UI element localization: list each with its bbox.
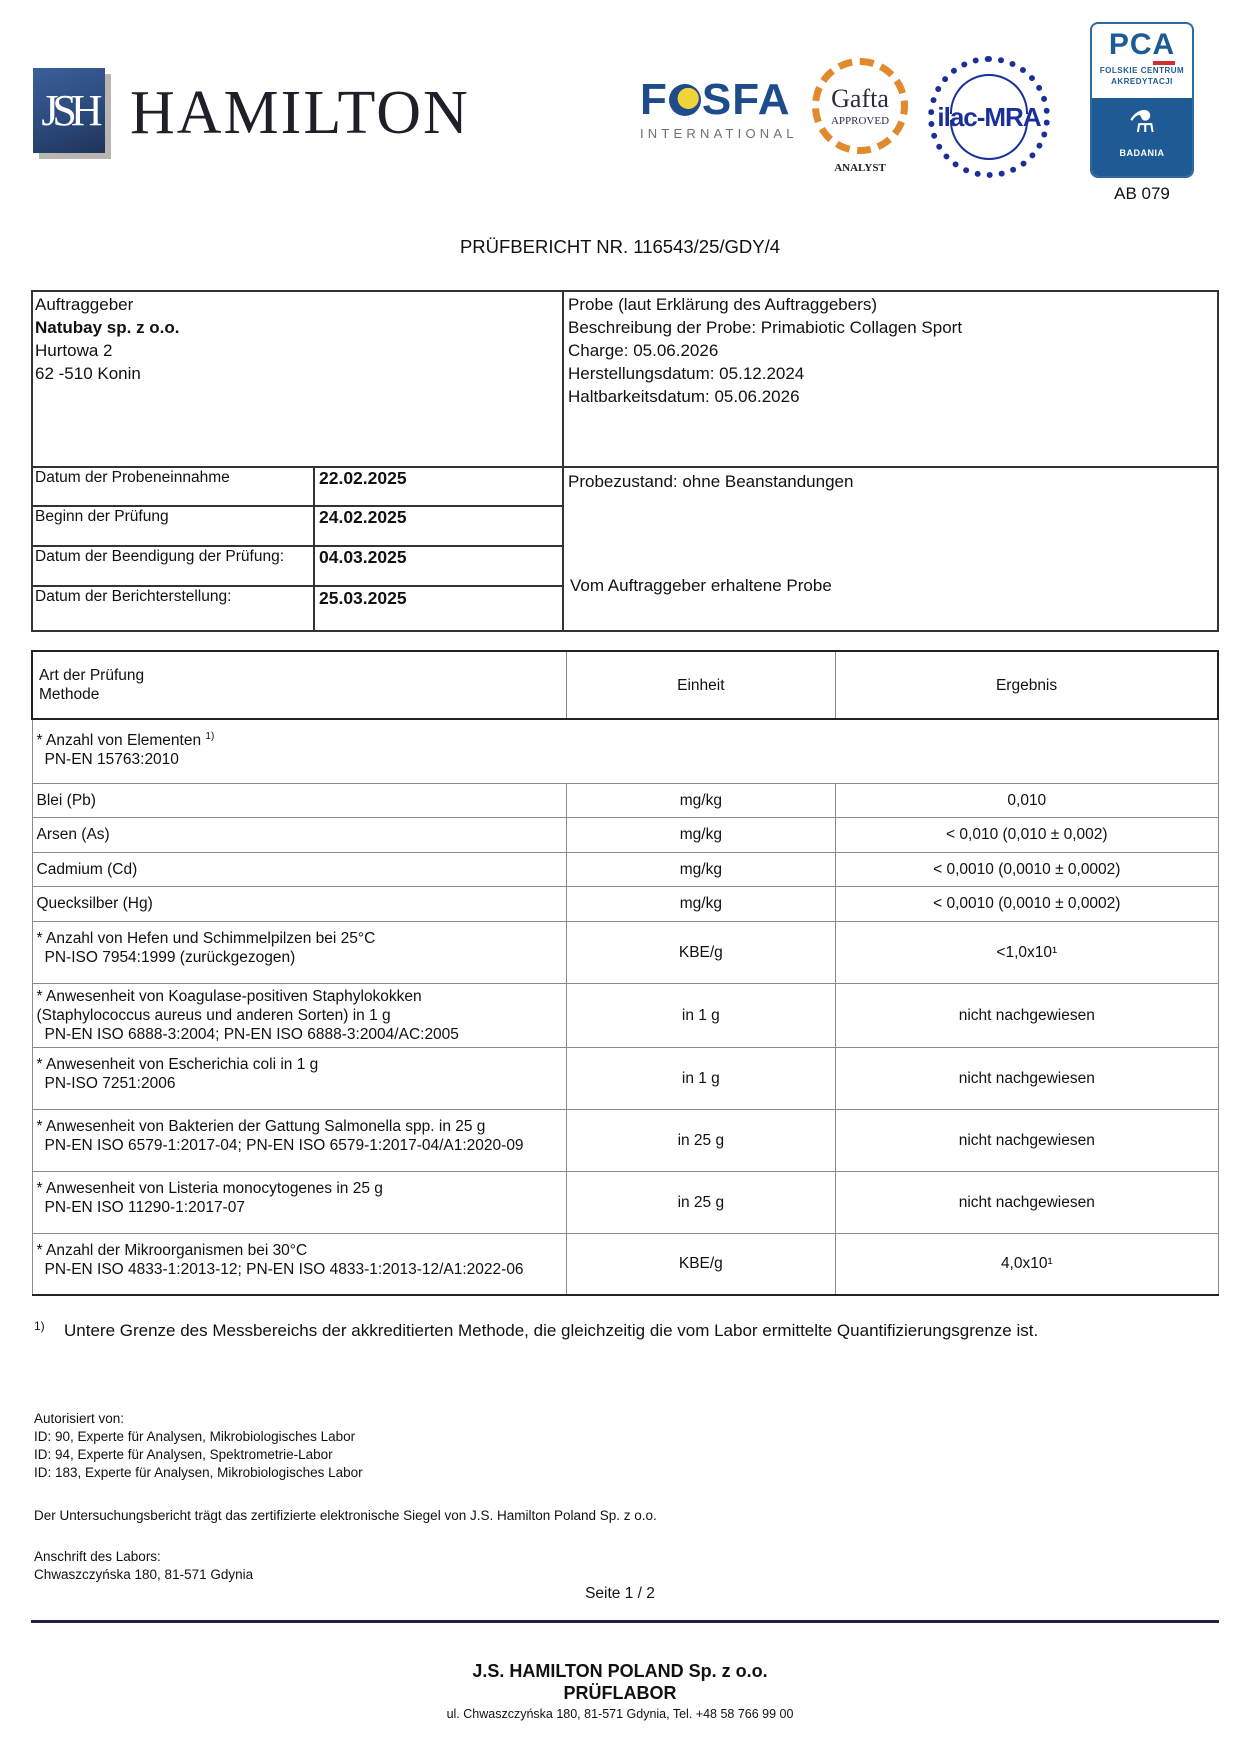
table-row (32, 1047, 1218, 1109)
date-label-test-end: Datum der Beendigung der Prüfung: (35, 548, 285, 565)
result-cell: <1,0x10¹ (836, 921, 1218, 983)
jsh-monogram-icon: JSH (33, 68, 105, 153)
date-label-test-start: Beginn der Prüfung (35, 508, 169, 525)
client-block (35, 293, 180, 385)
flask-icon: ⚗ (1128, 106, 1156, 139)
parameter-name: Blei (Pb) (32, 783, 566, 817)
authorization-block (34, 1410, 363, 1482)
unit-cell: mg/kg (566, 852, 836, 886)
hamilton-wordmark: HAMILTON (130, 78, 470, 147)
result-cell: nicht nachgewiesen (836, 1171, 1218, 1233)
date-value-test-start: 24.02.2025 (319, 507, 407, 527)
table-row (32, 852, 1218, 886)
ilac-mra-logo: ilac-MRA (928, 56, 1050, 178)
unit-cell: mg/kg (566, 886, 836, 921)
unit-cell: in 1 g (566, 983, 836, 1047)
parameter-name: Arsen (As) (32, 817, 566, 852)
unit-cell: KBE/g (566, 921, 836, 983)
globe-icon (669, 84, 701, 116)
result-cell: nicht nachgewiesen (836, 1109, 1218, 1171)
gafta-logo: Gafta APPROVED ANALYST (810, 58, 910, 174)
parameter-name: Quecksilber (Hg) (32, 886, 566, 921)
method: PN-EN 15763:2010 (44, 751, 179, 768)
client-street: Hurtowa 2 (35, 341, 113, 360)
date-value-sampling: 22.02.2025 (319, 468, 407, 488)
parameter-name: Cadmium (Cd) (32, 852, 566, 886)
table-row (32, 886, 1218, 921)
method: PN-EN ISO 4833-1:2013-12; PN-EN ISO 4833-1:2013-12/A1:2022-06 (44, 1260, 524, 1278)
sample-description: Beschreibung der Probe: Primabiotic Collagen Sport (568, 318, 963, 337)
footnote (34, 1321, 1038, 1341)
sample-production-date: Herstellungsdatum: 05.12.2024 (568, 364, 805, 383)
footnote-text: Untere Grenze des Messbereichs der akkreditierten Methode, die gleichzeitig die vom Labor ermittelte Quantifizierungsgrenze ist. (64, 1321, 1039, 1340)
result-cell: nicht nachgewiesen (836, 1047, 1218, 1109)
result-cell: nicht nachgewiesen (836, 983, 1218, 1047)
unit-cell: in 25 g (566, 1109, 836, 1171)
sample-block (568, 293, 962, 408)
wheat-wreath-icon: Gafta APPROVED (812, 58, 908, 154)
table-row (32, 1171, 1218, 1233)
client-city: 62 -510 Konin (35, 364, 141, 383)
results-header-row (32, 651, 1218, 719)
lab-address-block (34, 1548, 253, 1584)
parameter-cell: * Anzahl von Hefen und Schimmelpilzen bei 25°C PN-ISO 7954:1999 (zurückgezogen) (32, 921, 566, 983)
date-value-report: 25.03.2025 (319, 588, 407, 608)
footnote-mark: 1) (34, 1319, 45, 1333)
result-cell: < 0,0010 (0,0010 ± 0,0002) (836, 886, 1218, 921)
page-number: Seite 1 / 2 (585, 1585, 655, 1602)
result-cell: 0,010 (836, 783, 1218, 817)
lab-address-line: Chwaszczyńska 180, 81-571 Gdynia (34, 1567, 254, 1582)
sample-batch: Charge: 05.06.2026 (568, 341, 719, 360)
fosfa-logo: F SFA INTERNATIONAL (640, 75, 798, 141)
footer-divider (31, 1620, 1219, 1623)
parameter-cell: * Anzahl der Mikroorganismen bei 30°C PN-EN ISO 4833-1:2013-12; PN-EN ISO 4833-1:2013-12/A1:2022-06 (32, 1233, 566, 1295)
lab-department: PRÜFLABOR (563, 1683, 677, 1703)
sample-heading: Probe (laut Erklärung des Auftraggebers) (568, 295, 878, 314)
method: PN-EN ISO 6888-3:2004; PN-EN ISO 6888-3:2004/AC:2005 (44, 1025, 459, 1043)
method: PN-EN ISO 6579-1:2017-04; PN-EN ISO 6579-1:2017-04/A1:2020-09 (44, 1136, 524, 1154)
table-row (32, 817, 1218, 852)
unit-cell: mg/kg (566, 817, 836, 852)
results-table (31, 650, 1219, 1296)
parameter-cell: * Anwesenheit von Koagulase-positiven Staphylokokken (Staphylococcus aureus und anderen Sorten) in 1 g PN-EN ISO 6888-3:2004; PN-EN ISO 6888-3:2004/AC:2005 (32, 983, 566, 1047)
method: PN-EN ISO 11290-1:2017-07 (44, 1198, 245, 1216)
group-row-elements: * Anzahl von Elementen $^{1)}$ PN-EN 15763:2010 (32, 719, 1218, 783)
table-row (32, 1233, 1218, 1295)
unit-cell: in 1 g (566, 1047, 836, 1109)
method: PN-ISO 7954:1999 (zurückgezogen) (44, 948, 296, 966)
header-result: Ergebnis (836, 651, 1218, 719)
company-name: J.S. HAMILTON POLAND Sp. z o.o. (472, 1661, 768, 1681)
client-heading: Auftraggeber (35, 295, 134, 314)
date-label-report: Datum der Berichterstellung: (35, 588, 232, 605)
result-cell: < 0,0010 (0,0010 ± 0,0002) (836, 852, 1218, 886)
footer-company (0, 1660, 1240, 1721)
table-row (32, 921, 1218, 983)
method: PN-ISO 7251:2006 (44, 1074, 176, 1092)
header-unit: Einheit (566, 651, 836, 719)
lab-address-heading: Anschrift des Labors: (34, 1549, 161, 1564)
unit-cell: mg/kg (566, 783, 836, 817)
pca-wordmark: PCA (1092, 30, 1192, 60)
client-name: Natubay sp. z o.o. (35, 318, 180, 337)
result-cell: < 0,010 (0,010 ± 0,002) (836, 817, 1218, 852)
parameter-cell: * Anwesenheit von Listeria monocytogenes in 25 g PN-EN ISO 11290-1:2017-07 (32, 1171, 566, 1233)
unit-cell: in 25 g (566, 1171, 836, 1233)
sample-expiry-date: Haltbarkeitsdatum: 05.06.2026 (568, 387, 800, 406)
pca-accreditation-logo: PCA FOLSKIE CENTRUM AKREDYTACJI ⚗ BADANIA AB 079 (1090, 22, 1194, 204)
accreditation-code: AB 079 (1114, 184, 1170, 203)
date-value-test-end: 04.03.2025 (319, 547, 407, 567)
authorizer-line: ID: 94, Experte für Analysen, Spektrometrie-Labor (34, 1447, 333, 1462)
parameter-cell: * Anwesenheit von Bakterien der Gattung Salmonella spp. in 25 g PN-EN ISO 6579-1:2017-04; PN-EN ISO 6579-1:2017-04/A1:2020-09 (32, 1109, 566, 1171)
report-info-table (31, 290, 1219, 632)
sample-condition: Probezustand: ohne Beanstandungen (568, 472, 854, 491)
authorizer-line: ID: 90, Experte für Analysen, Mikrobiologisches Labor (34, 1429, 356, 1444)
parameter-cell: * Anwesenheit von Escherichia coli in 1 g PN-ISO 7251:2006 (32, 1047, 566, 1109)
authorization-heading: Autorisiert von: (34, 1411, 125, 1426)
date-label-sampling: Datum der Probeneinnahme (35, 469, 230, 486)
authorizer-line: ID: 183, Experte für Analysen, Mikrobiologisches Labor (34, 1465, 363, 1480)
footnote-ref: 1) (205, 730, 215, 742)
electronic-seal-note: Der Untersuchungsbericht trägt das zertifizierte elektronische Siegel von J.S. Hamilton Poland Sp. z o.o. (34, 1508, 657, 1523)
company-contact: ul. Chwaszczyńska 180, 81-571 Gdynia, Tel. +48 58 766 99 00 (446, 1707, 794, 1721)
table-row (32, 983, 1218, 1047)
result-cell: 4,0x10¹ (836, 1233, 1218, 1295)
header-test-method: Art der Prüfung Methode (32, 651, 566, 719)
table-row (32, 783, 1218, 817)
sample-origin: Vom Auftraggeber erhaltene Probe (570, 576, 832, 595)
report-title: PRÜFBERICHT NR. 116543/25/GDY/4 (459, 236, 781, 257)
table-row (32, 1109, 1218, 1171)
unit-cell: KBE/g (566, 1233, 836, 1295)
hamilton-logo (33, 68, 470, 153)
